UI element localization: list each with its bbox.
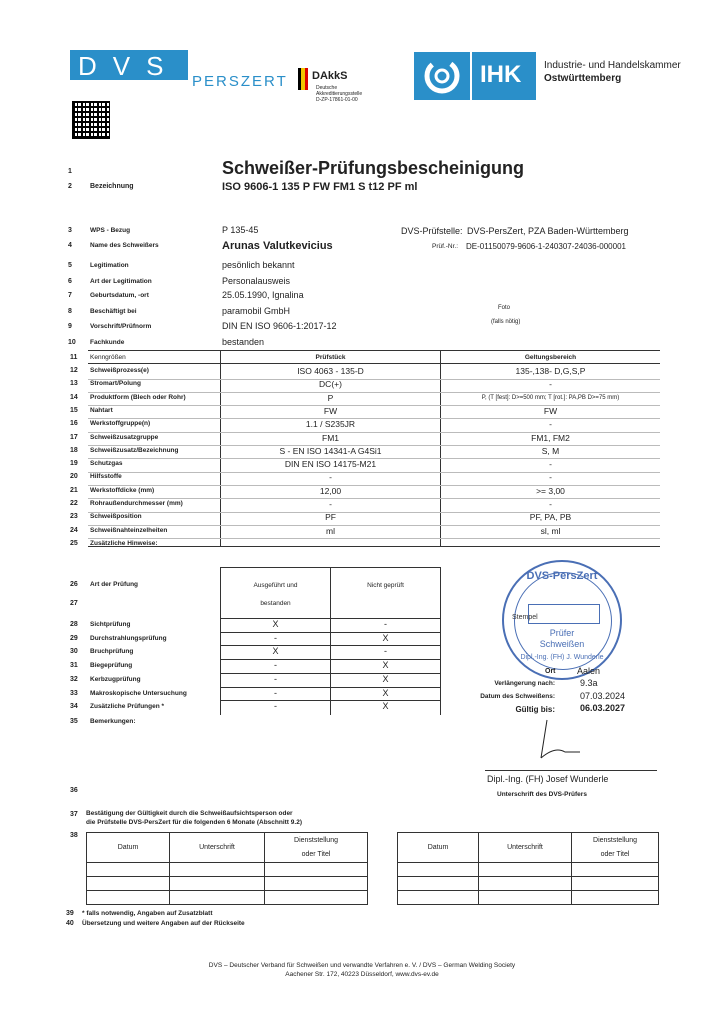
- ihk-logo: [414, 52, 470, 100]
- row-divider: [220, 645, 440, 646]
- confirm-col-title-2: oder Titel: [600, 851, 630, 858]
- param-number: 14: [70, 393, 78, 401]
- param-label: Stromart/Polung: [90, 380, 141, 388]
- test-not-tested-mark: X: [382, 660, 389, 671]
- row-38-number: 38: [70, 832, 78, 839]
- stamp-ring-top: DVS-PersZert: [526, 570, 598, 582]
- param-label: Hilfsstoffe: [90, 473, 122, 481]
- footnote-39-number: 39: [66, 910, 74, 917]
- designation-label: Bezeichnung: [90, 183, 134, 190]
- test-done-mark: X: [272, 619, 279, 629]
- param-range-value: -: [549, 459, 552, 470]
- param-label: Schweißprozess(e): [90, 367, 149, 374]
- param-test-value: FM1: [322, 432, 339, 443]
- confirm-cell[interactable]: [398, 891, 479, 905]
- field-number: 5: [68, 262, 72, 269]
- dvs-logo: [70, 50, 188, 80]
- field-label: WPS - Bezug: [90, 227, 131, 234]
- dakks-flag-icon: [298, 68, 308, 90]
- row-2-number: 2: [68, 183, 72, 190]
- field-value: bestanden: [222, 337, 265, 347]
- test-done-mark: -: [274, 673, 277, 684]
- document-title: Schweißer-Prüfungsbescheinigung: [222, 158, 525, 178]
- row-26-number: 26: [70, 581, 78, 588]
- field-label: Fachkunde: [90, 339, 125, 346]
- test-number: 31: [70, 662, 78, 670]
- dvs-logo-text: DVS: [78, 51, 180, 81]
- param-number: 17: [70, 433, 78, 441]
- qr-code-icon: [72, 101, 110, 139]
- param-label: Schweißnahteinzelheiten: [90, 526, 168, 534]
- dakks-sub3: D-ZP-17861-01-00: [316, 97, 358, 103]
- signature-line: [485, 770, 657, 771]
- field-label: Art der Legitimation: [90, 278, 152, 285]
- welding-date-value: 07.03.2024: [580, 691, 626, 701]
- param-label: Produktform (Blech oder Rohr): [90, 393, 186, 401]
- param-number: 25: [70, 539, 78, 547]
- param-number: 20: [70, 473, 78, 481]
- place-label: Ort: [545, 668, 556, 675]
- test-number: 30: [70, 648, 78, 656]
- tests-col-done-1: Ausgeführt und: [253, 582, 298, 589]
- confirm-cell[interactable]: [87, 891, 170, 905]
- params-header-number: 11: [70, 354, 78, 361]
- valid-until-label: Gültig bis:: [515, 705, 555, 714]
- stamp-label: Stempel: [512, 614, 538, 621]
- examiner-signature-caption: Unterschrift des DVS-Prüfers: [497, 791, 587, 798]
- test-label: Durchstrahlungsprüfung: [90, 634, 167, 642]
- row-divider: [220, 618, 440, 619]
- confirm-cell[interactable]: [479, 863, 572, 877]
- param-number: 18: [70, 446, 78, 454]
- param-test-value: ISO 4063 - 135-D: [297, 366, 364, 376]
- confirm-cell[interactable]: [265, 863, 368, 877]
- row-divider: [88, 538, 660, 539]
- param-number: 21: [70, 486, 78, 494]
- param-range-value: -: [549, 419, 552, 430]
- handwritten-signature: [525, 718, 585, 768]
- test-not-tested-mark: X: [382, 701, 389, 712]
- divider: [88, 363, 660, 364]
- test-not-tested-mark: X: [382, 673, 389, 684]
- param-number: 15: [70, 406, 78, 414]
- stamp-ring-bottom: Dipl.-Ing. (FH) J. Wunderle: [520, 654, 604, 661]
- param-label: Werkstoffgruppe(n): [90, 420, 151, 428]
- field-value: Arunas Valutkevicius: [222, 240, 333, 252]
- field-value: DIN EN ISO 9606-1:2017-12: [222, 321, 337, 331]
- confirmation-table-right: [397, 832, 659, 905]
- param-number: 19: [70, 460, 78, 468]
- confirm-cell[interactable]: [265, 891, 368, 905]
- param-test-value: -: [329, 472, 332, 483]
- confirm-cell[interactable]: [170, 877, 265, 891]
- field-number: 7: [68, 292, 72, 299]
- param-range-value: sl, ml: [540, 525, 561, 536]
- ihk-name-2: Ostwürttemberg: [544, 73, 622, 84]
- param-label: Schutzgas: [90, 460, 123, 468]
- ihk-name-1: Industrie- und Handelskammer: [544, 60, 681, 71]
- param-number: 22: [70, 500, 78, 507]
- stamp-logo: [528, 604, 600, 624]
- test-number-label: Prüf.-Nr.:: [432, 243, 459, 250]
- perszert-label: PERSZERT: [192, 73, 288, 90]
- field-value: pesönlich bekannt: [222, 260, 295, 270]
- confirm-cell[interactable]: [87, 877, 170, 891]
- dvs-perszert-stamp: [502, 560, 622, 680]
- divider: [88, 350, 660, 351]
- test-type-label: Art der Prüfung: [90, 581, 139, 588]
- test-done-mark: X: [272, 646, 279, 657]
- footnote-39-text: * falls notwendig, Angaben auf Zusatzblatt: [82, 910, 213, 917]
- confirm-col-signature: Unterschrift: [170, 833, 265, 863]
- row-divider: [220, 673, 440, 674]
- test-done-mark: -: [274, 701, 277, 712]
- param-label: Schweißzusatzgruppe: [90, 433, 159, 441]
- footnote-40-number: 40: [66, 920, 74, 927]
- field-label: Legitimation: [90, 262, 129, 269]
- field-number: 4: [68, 242, 72, 249]
- test-not-tested-mark: -: [384, 619, 387, 629]
- param-range-value: P, (T [fest]: D>=500 mm; T [rot.]: PA,PB D>=75 mm): [481, 394, 620, 401]
- confirm-cell[interactable]: [572, 877, 659, 891]
- confirm-cell[interactable]: [265, 877, 368, 891]
- testing-body-label: DVS-Prüfstelle:: [401, 226, 463, 236]
- param-test-value: 12,00: [319, 485, 342, 496]
- test-not-tested-mark: X: [382, 687, 389, 698]
- param-label: Zusätzliche Hinweise:: [90, 539, 158, 547]
- row-divider: [220, 632, 440, 633]
- examiner-name: Dipl.-Ing. (FH) Josef Wunderle: [487, 774, 609, 784]
- ihk-text: IHK: [480, 61, 522, 88]
- ihk-text-box: [472, 52, 536, 100]
- confirm-cell[interactable]: [398, 877, 479, 891]
- confirm-col-signature: Unterschrift: [479, 833, 572, 863]
- field-value: P 135-45: [222, 225, 259, 235]
- param-label: Werkstoffdicke (mm): [90, 486, 155, 494]
- param-number: 24: [70, 526, 78, 534]
- field-value: 25.05.1990, Ignalina: [222, 290, 304, 300]
- testing-body-value: DVS-PersZert, PZA Baden-Württemberg: [467, 226, 629, 236]
- confirm-cell[interactable]: [479, 877, 572, 891]
- test-number: 32: [70, 675, 78, 683]
- field-label: Geburtsdatum, -ort: [90, 292, 149, 299]
- confirm-cell[interactable]: [572, 863, 659, 877]
- param-range-value: FW: [543, 405, 558, 416]
- field-label: Vorschrift/Prüfnorm: [90, 323, 152, 330]
- test-label: Bruchprüfung: [90, 648, 134, 656]
- test-number: 28: [70, 621, 78, 628]
- footnote-40-text: Übersetzung und weitere Angaben auf der Rückseite: [82, 920, 245, 927]
- param-test-value: S - EN ISO 14341-A G4Si1: [279, 445, 382, 456]
- confirm-cell[interactable]: [572, 891, 659, 905]
- confirm-col-date: Datum: [398, 833, 479, 863]
- param-test-value: FW: [323, 405, 338, 416]
- field-number: 3: [68, 227, 72, 234]
- field-number: 6: [68, 278, 72, 285]
- params-header-test-piece: Prüfstück: [315, 354, 346, 361]
- test-not-tested-mark: X: [382, 632, 389, 643]
- param-label: Nahtart: [90, 406, 113, 414]
- params-header-label: Kenngrößen: [90, 354, 126, 361]
- param-number: 12: [70, 367, 78, 374]
- param-range-value: PF, PA, PB: [529, 512, 572, 523]
- param-label: Rohraußendurchmesser (mm): [90, 500, 183, 507]
- param-label: Schweißposition: [90, 513, 142, 521]
- param-test-value: P: [327, 392, 334, 403]
- confirm-cell[interactable]: [170, 863, 265, 877]
- param-range-value: S, M: [541, 445, 560, 456]
- row-35-number: 35: [70, 718, 78, 725]
- param-number: 16: [70, 420, 78, 428]
- confirmation-line-2: die Prüfstelle DVS-PersZert für die folgenden 6 Monate (Abschnitt 9.2): [86, 819, 302, 826]
- confirm-col-date: Datum: [87, 833, 170, 863]
- confirm-cell[interactable]: [87, 863, 170, 877]
- confirm-cell[interactable]: [398, 863, 479, 877]
- test-done-mark: -: [274, 660, 277, 671]
- test-label: Makroskopische Untersuchung: [90, 689, 187, 697]
- divider: [88, 546, 660, 547]
- test-number: 33: [70, 689, 78, 697]
- param-range-value: -: [549, 472, 552, 483]
- row-divider: [220, 687, 440, 688]
- stamp-line-1: Prüfer: [549, 628, 575, 638]
- confirm-col-title-1: Dienststellung: [294, 837, 338, 844]
- confirm-col-title-2: oder Titel: [301, 851, 331, 858]
- test-number-value: DE-01150079-9606-1-240307-24036-000001: [466, 242, 626, 251]
- welding-date-label: Datum des Schweißens:: [480, 693, 555, 700]
- param-test-value: 1.1 / S235JR: [305, 419, 356, 430]
- valid-until-value: 06.03.2027: [580, 703, 626, 713]
- confirm-col-title-1: Dienststellung: [593, 837, 637, 844]
- dakks-name: DAkkS: [312, 70, 348, 82]
- param-range-value: FM1, FM2: [531, 432, 570, 443]
- field-label: Beschäftigt bei: [90, 308, 137, 315]
- confirm-col-title: [265, 833, 368, 863]
- test-label: Zusätzliche Prüfungen *: [90, 703, 165, 711]
- params-header-range: Geltungsbereich: [524, 354, 577, 361]
- param-test-value: PF: [325, 512, 336, 523]
- designation-value: ISO 9606-1 135 P FW FM1 S t12 PF ml: [222, 181, 418, 193]
- row-divider: [220, 700, 440, 701]
- extension-value: 9.3a: [580, 678, 598, 688]
- test-label: Sichtprüfung: [90, 621, 131, 628]
- row-36-number: 36: [70, 787, 78, 794]
- confirm-col-title: [572, 833, 659, 863]
- photo-placeholder: Foto: [498, 305, 511, 311]
- param-range-value: -: [549, 379, 552, 390]
- test-done-mark: -: [274, 632, 277, 643]
- test-number: 34: [70, 703, 78, 711]
- row-27-number: 27: [70, 600, 78, 607]
- row-37-number: 37: [70, 811, 78, 818]
- param-range-value: -: [549, 499, 552, 509]
- test-number: 29: [70, 634, 78, 642]
- param-number: 23: [70, 513, 78, 521]
- row-1-number: 1: [68, 168, 72, 175]
- param-test-value: DC(+): [319, 379, 342, 390]
- confirmation-table-left: [86, 832, 368, 905]
- param-test-value: -: [329, 499, 332, 509]
- photo-note: (falls nötig): [491, 319, 521, 325]
- dakks-sub2: Akkreditierungsstelle: [316, 91, 363, 97]
- test-label: Kerbzugprüfung: [90, 675, 141, 683]
- place-value: Aalen: [577, 666, 601, 676]
- field-number: 8: [68, 308, 72, 315]
- test-label: Biegeprüfung: [90, 662, 133, 670]
- field-number: 10: [68, 339, 76, 346]
- remarks-label: Bemerkungen:: [90, 718, 136, 725]
- field-value: paramobil GmbH: [222, 306, 291, 316]
- footer-line-2: Aachener Str. 172, 40223 Düsseldorf, www.dvs-ev.de: [285, 971, 439, 978]
- param-test-value: DIN EN ISO 14175-M21: [284, 459, 377, 470]
- param-label: Schweißzusatz/Bezeichnung: [90, 446, 179, 454]
- param-test-value: ml: [326, 525, 335, 536]
- test-done-mark: -: [274, 687, 277, 698]
- param-range-value: >= 3,00: [536, 485, 565, 496]
- param-number: 13: [70, 380, 78, 388]
- param-range-value: 135-,138- D,G,S,P: [515, 366, 586, 376]
- stamp-line-2: Schweißen: [539, 639, 585, 649]
- confirm-cell[interactable]: [479, 891, 572, 905]
- tests-col-not: Nicht geprüft: [367, 582, 404, 589]
- row-divider: [220, 659, 440, 660]
- field-value: Personalausweis: [222, 276, 291, 286]
- field-number: 9: [68, 323, 72, 330]
- field-label: Name des Schweißers: [90, 242, 159, 249]
- confirmation-line-1: Bestätigung der Gültigkeit durch die Schweißaufsichtsperson oder: [86, 810, 293, 817]
- dakks-sub1: Deutsche: [316, 85, 338, 91]
- ihk-ring-icon: [414, 52, 470, 100]
- confirm-cell[interactable]: [170, 891, 265, 905]
- test-not-tested-mark: -: [384, 646, 387, 657]
- footer-line-1: DVS – Deutscher Verband für Schweißen und verwandte Verfahren e. V. / DVS – German Welding Society: [208, 962, 516, 969]
- extension-label: Verlängerung nach:: [494, 680, 555, 687]
- tests-col-done-2: bestanden: [260, 600, 291, 607]
